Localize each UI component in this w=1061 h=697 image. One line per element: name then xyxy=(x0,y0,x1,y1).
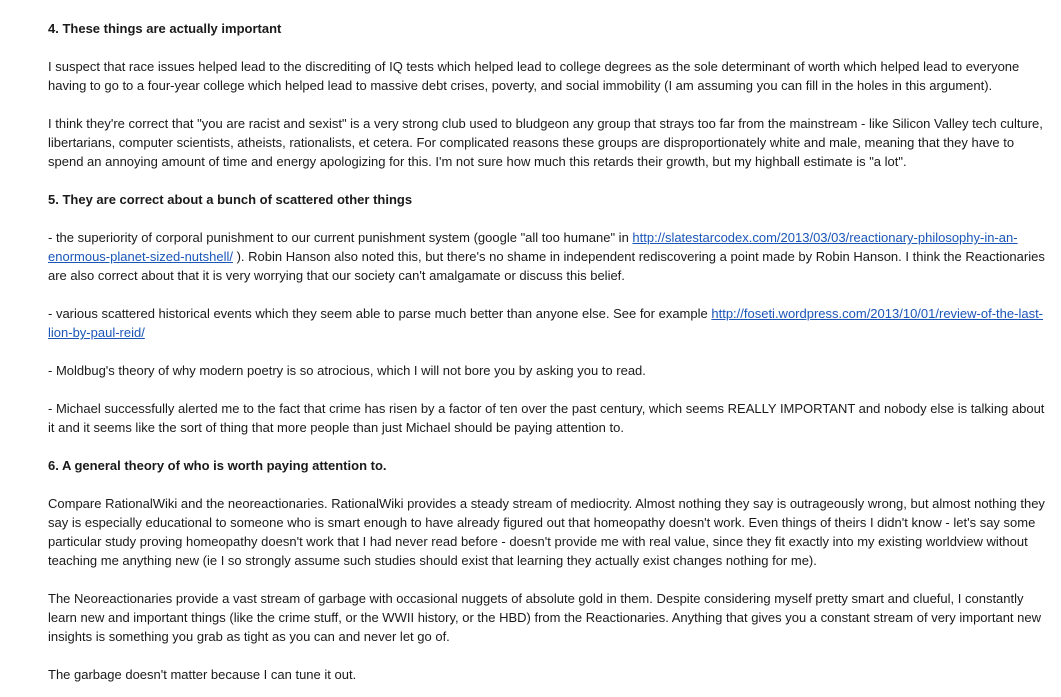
section-4-paragraph-2: I think they're correct that "you are racist and sexist" is a very strong club used to bludgeon any group that strays too far from the mainstream - like Silicon Valley tech culture, libertarians, computer scientists, atheists, rationalists, et cetera. For complicated reasons these groups are disproportionately white and male, meaning that they have to spend an annoying amount of time and energy apologizing for this. I'm not sure how much this retards their growth, but my highball estimate is "a lot". xyxy=(48,116,1043,169)
section-4-paragraph-1: I suspect that race issues helped lead to the discrediting of IQ tests which helped lead to college degrees as the sole determinant of worth which helped lead to everyone having to go to a four-year college which helped lead to massive debt crises, poverty, and social immobility (I am assuming you can fill in the holes in this argument). xyxy=(48,59,1020,93)
foseti-link[interactable]: http://foseti.wordpress.com/2013/10/01/review-of-the-last-lion-by-paul-reid/ xyxy=(48,306,1044,340)
section-5-paragraph-1 xyxy=(48,228,1048,285)
paragraph-text: - various scattered historical events which they seem able to parse much better than anyone else. See for example xyxy=(48,306,712,321)
section-5-paragraph-3: - Moldbug's theory of why modern poetry is so atrocious, which I will not bore you by asking you to read. xyxy=(48,363,646,378)
section-6-paragraph-3: The garbage doesn't matter because I can tune it out. xyxy=(48,667,357,682)
section-5-paragraph-4: - Michael successfully alerted me to the fact that crime has risen by a factor of ten over the past century, which seems REALLY IMPORTANT and nobody else is talking about it and it seems like the sort of thing that more people than just Michael should be paying attention to. xyxy=(48,401,1045,435)
section-5-paragraph-2 xyxy=(48,304,1048,342)
section-6-heading: 6. A general theory of who is worth paying attention to. xyxy=(48,458,387,473)
paragraph-text: - the superiority of corporal punishment to our current punishment system (google "all too humane" in xyxy=(48,230,633,245)
section-6-paragraph-1: Compare RationalWiki and the neoreactionaries. RationalWiki provides a steady stream of mediocrity. Almost nothing they say is outrageously wrong, but almost nothing they say is especially educational to someone who is smart enough to have already figured out that homeopathy doesn't work. Even things of theirs I didn't know - let's say some particular study proving homeopathy doesn't work that I had never read before - doesn't provide me with real value, since they fit exactly into my existing worldview without teaching me anything new (ie I so strongly assume such studies should exist that learning they actually exist changes nothing for me). xyxy=(48,496,1045,568)
section-6-paragraph-2: The Neoreactionaries provide a vast stream of garbage with occasional nuggets of absolute gold in them. Despite considering myself pretty smart and clueful, I constantly learn new and important things (like the crime stuff, or the WWII history, or the HBD) from the Reactionaries. Anything that gives you a constant stream of very important new insights is something you grab as tight as you can and never let go of. xyxy=(48,591,1042,644)
paragraph-text: ). Robin Hanson also noted this, but there's no shame in independent rediscovering a point made by Robin Hanson. I think the Reactionaries are also correct about that it is very worrying that our society can't amalgamate or discuss this belief. xyxy=(48,249,1045,283)
slatestarcodex-link[interactable]: http://slatestarcodex.com/2013/03/03/reactionary-philosophy-in-an-enormous-planet-sized-nutshell/ xyxy=(48,230,1018,264)
section-5-heading: 5. They are correct about a bunch of scattered other things xyxy=(48,192,413,207)
section-4-heading: 4. These things are actually important xyxy=(48,21,282,36)
